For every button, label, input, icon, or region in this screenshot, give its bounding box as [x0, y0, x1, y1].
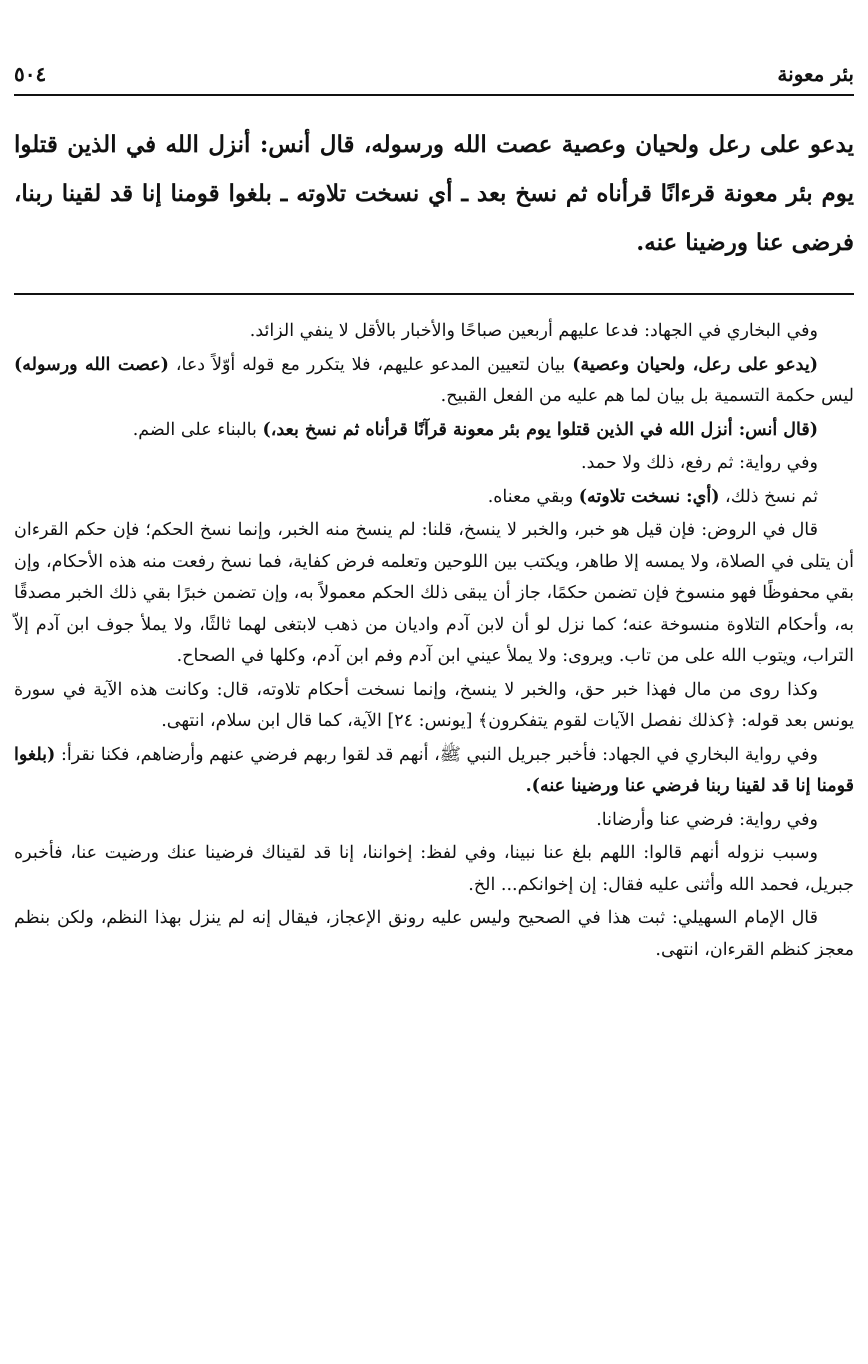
quoted-phrase: (أي: نسخت تلاوته): [578, 486, 720, 507]
paragraph-text: بالبناء على الضم.: [132, 419, 263, 440]
section-divider: [14, 293, 854, 295]
commentary-paragraph-6: قال في الروض: فإن قيل هو خبر، والخبر لا ينسخ، قلنا: لم ينسخ منه الخبر، وإنما نسخ الحكم؛ فإن حكم القرءان أن يتلى في الصلاة، ولا يمسه إلا طاهر، ويكتب بين اللوحين وتعلمه فرض كفاية، فما نسخ رفعت منه هذه الأحكام، وإن بقي محفوظًا فهو منسوخ فإن تضمن حكمًا، جاز أن يبقى ذلك الحكم معمولاً به، وإن تضمن خبرًا بقي ذلك الخبر مصدقًا به، وأحكام التلاوة منسوخة عنه؛ كما نزل لو أن لابن آدم واديان من ذهب لابتغى لهما ثالثًا، ولا يملأ جوف ابن آدم إلاّ التراب، ويتوب الله على من تاب. ويروى: ولا يملأ عيني ابن آدم وفم ابن آدم، وكلها في الصحاح.: [14, 520, 854, 666]
commentary-paragraph-10: وسبب نزوله أنهم قالوا: اللهم بلغ عنا نبينا، وفي لفظ: إخواننا، إنا قد لقيناك فرضينا عنك ورضيت عنا، فأخبره جبريل، فحمد الله وأثنى عليه فقال: إن إخوانكم... الخ.: [14, 843, 854, 895]
paragraph-text: وفي رواية البخاري في الجهاد: فأخبر جبريل النبي ﷺ، أنهم قد لقوا ربهم فرضي عنهم وأرضاهم، فكنا نقرأ:: [55, 744, 818, 765]
paragraph-text: بيان لتعيين المدعو عليهم، فلا يتكرر مع قوله أوّلاً دعا،: [168, 354, 573, 375]
commentary-paragraph-11: قال الإمام السهيلي: ثبت هذا في الصحيح وليس عليه رونق الإعجاز، فيقال إنه لم ينزل بهذا النظم، ولكن بنظم معجز كنظم القرءان، انتهى.: [14, 908, 854, 960]
paragraph-text: ثم نسخ ذلك،: [719, 486, 818, 507]
commentary-paragraph-4: وفي رواية: ثم رفع، ذلك ولا حمد.: [581, 453, 818, 473]
commentary-paragraph-3: [14, 415, 854, 447]
commentary-paragraph-7: وكذا روى من مال فهذا خبر حق، والخبر لا ينسخ، وإنما نسخت أحكام تلاوته، قال: وكانت هذه الآية في سورة يونس بعد قوله: ﴿كذلك نفصل الآيات لقوم يتفكرون﴾ [يونس: ٢٤] الآية، كما قال ابن سلام، انتهى.: [14, 679, 854, 731]
commentary-section: [14, 316, 854, 968]
hadith-text: يدعو على رعل ولحيان وعصية عصت الله ورسوله، قال أنس: أنزل الله في الذين قتلوا يوم بئر معونة قرءانًا قرأناه ثم نسخ بعد ـ أي نسخت تلاوته ـ بلغوا قومنا إنا قد لقينا ربنا، فرضى عنا ورضينا عنه.: [14, 131, 854, 256]
page-number: ٥٠٤: [14, 62, 47, 86]
quoted-phrase: (يدعو على رعل، ولحيان وعصية): [572, 354, 818, 375]
commentary-paragraph-9: وفي رواية: فرضي عنا وأرضانا.: [596, 809, 818, 830]
paragraph-text: ليس حكمة التسمية بل بيان لما هم عليه من الفعل القبيح.: [440, 386, 854, 406]
quoted-phrase: (قال أنس: أنزل الله في الذين قتلوا يوم بئر معونة قرآنًا قرأناه ثم نسخ بعد،): [262, 419, 818, 440]
paragraph-text: وبقي معناه.: [487, 486, 579, 507]
commentary-paragraph-5: [14, 482, 854, 514]
commentary-paragraph-2: [14, 350, 854, 413]
chapter-title: بئر معونة: [777, 62, 854, 86]
commentary-paragraph-8: [14, 740, 854, 803]
quoted-phrase: (عصت الله ورسوله): [14, 354, 169, 375]
commentary-paragraph-1: وفي البخاري في الجهاد: فدعا عليهم أربعين صباحًا والأخبار بالأقل لا ينفي الزائد.: [249, 321, 818, 341]
quoted-phrase: (بلغوا قومنا إنا قد لقينا ربنا فرضي عنا ورضينا عنه).: [14, 744, 854, 796]
page-header: [14, 54, 854, 96]
